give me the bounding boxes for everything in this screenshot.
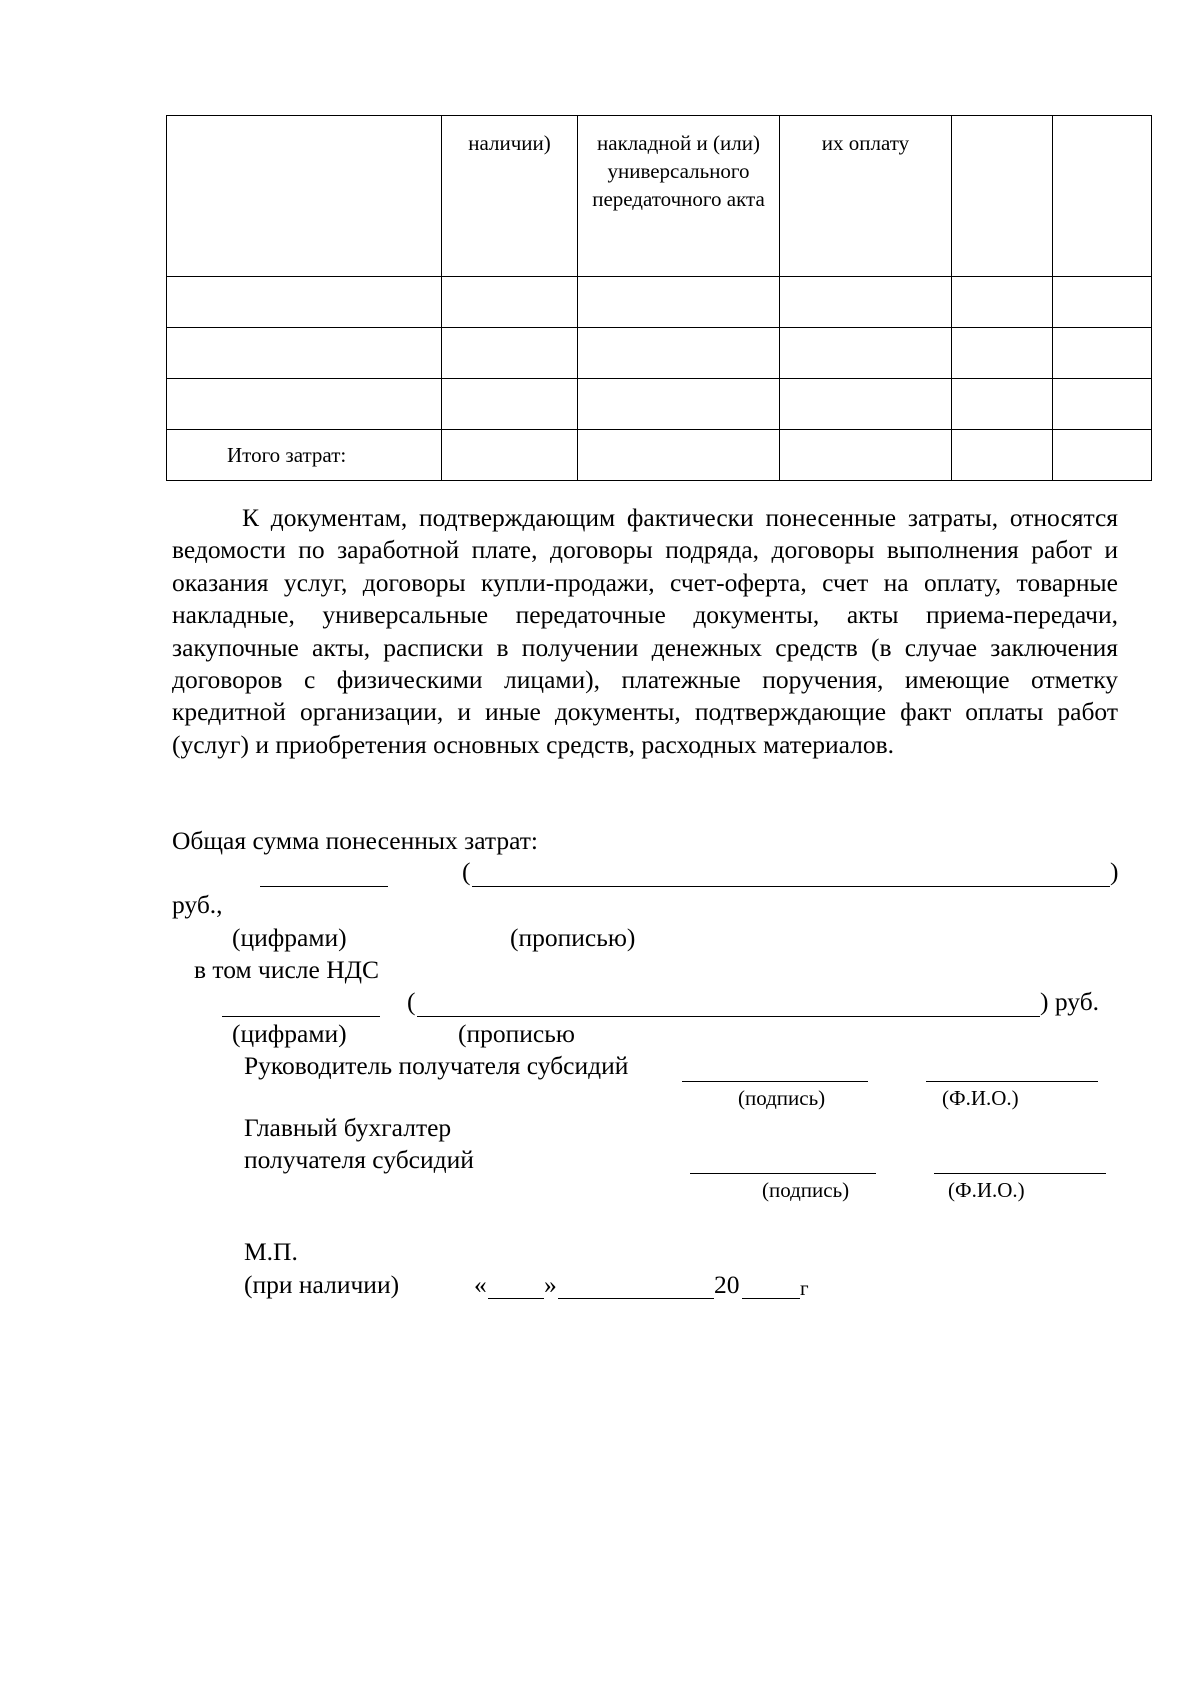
table-cell[interactable]: [952, 430, 1053, 481]
table-cell[interactable]: [780, 379, 952, 430]
date-year-field[interactable]: [742, 1298, 800, 1299]
head-name-caption: (Ф.И.О.): [942, 1086, 1019, 1110]
vat-digits-caption: (цифрами): [232, 1019, 347, 1048]
head-signature-field[interactable]: [682, 1081, 868, 1082]
vat-close-paren: ) руб.: [1040, 987, 1100, 1016]
table-row: [167, 379, 1152, 430]
table-cell[interactable]: [1053, 328, 1152, 379]
vat-open-paren: (: [407, 987, 416, 1016]
cost-table: [166, 115, 1152, 481]
date-quote-open: «: [474, 1270, 487, 1299]
accountant-label-line2: получателя субсидий: [244, 1145, 474, 1174]
vat-words-field[interactable]: [417, 1016, 1040, 1017]
table-cell[interactable]: [780, 430, 952, 481]
table-cell[interactable]: [442, 277, 578, 328]
head-label: Руководитель получателя субсидий: [244, 1051, 629, 1080]
currency-label: руб.,: [172, 890, 223, 919]
accountant-signature-caption: (подпись): [762, 1178, 850, 1202]
digits-caption: (цифрами): [232, 923, 347, 952]
table-cell[interactable]: [578, 430, 780, 481]
vat-label: в том числе НДС: [194, 955, 380, 984]
vat-words-caption: (прописью: [458, 1019, 575, 1048]
table-cell[interactable]: [442, 379, 578, 430]
table-header-cell: накладной и (или) универсального передаточного акта: [578, 116, 780, 277]
table-header-cell: [952, 116, 1053, 277]
table-cell[interactable]: [578, 379, 780, 430]
date-quote-close: »: [544, 1270, 557, 1299]
table-header-cell: наличии): [442, 116, 578, 277]
words-caption: (прописью): [510, 923, 636, 952]
date-day-field[interactable]: [488, 1298, 544, 1299]
total-cost-digits-field[interactable]: [260, 886, 388, 887]
close-paren: ): [1110, 857, 1119, 886]
table-header-row: [167, 116, 1152, 277]
table-cell[interactable]: [1053, 277, 1152, 328]
date-year-suffix: г: [800, 1276, 809, 1300]
table-row: [167, 328, 1152, 379]
stamp-if-available: (при наличии): [244, 1270, 400, 1299]
table-cell[interactable]: [952, 277, 1053, 328]
date-year-prefix: 20: [714, 1270, 740, 1299]
table-cell[interactable]: [1053, 379, 1152, 430]
table-cell[interactable]: [167, 277, 442, 328]
table-cell[interactable]: [578, 277, 780, 328]
accountant-label-line1: Главный бухгалтер: [244, 1113, 452, 1142]
table-cell[interactable]: [442, 328, 578, 379]
table-cell[interactable]: [578, 328, 780, 379]
table-cell[interactable]: [952, 328, 1053, 379]
total-label: Итого затрат:: [167, 430, 442, 481]
date-month-field[interactable]: [558, 1298, 714, 1299]
accountant-signature-field[interactable]: [690, 1173, 876, 1174]
table-header-cell: их оплату: [780, 116, 952, 277]
table-cell[interactable]: [167, 328, 442, 379]
head-signature-caption: (подпись): [738, 1086, 826, 1110]
open-paren: (: [462, 857, 471, 886]
accountant-name-field[interactable]: [934, 1173, 1106, 1174]
accountant-name-caption: (Ф.И.О.): [948, 1178, 1025, 1202]
table-cell[interactable]: [167, 379, 442, 430]
stamp-label: М.П.: [244, 1237, 298, 1266]
total-cost-label: Общая сумма понесенных затрат:: [172, 826, 538, 855]
table-cell[interactable]: [780, 277, 952, 328]
table-header-cell: [1053, 116, 1152, 277]
head-name-field[interactable]: [926, 1081, 1098, 1082]
table-cell[interactable]: [952, 379, 1053, 430]
total-cost-words-field[interactable]: [472, 886, 1110, 887]
table-row: [167, 277, 1152, 328]
table-cell[interactable]: [780, 328, 952, 379]
table-cell[interactable]: [442, 430, 578, 481]
documents-paragraph: К документам, подтверждающим фактически понесенные затраты, относятся ведомости по заработной плате, договоры подряда, договоры выполнения работ и оказания услуг, договоры купли-продажи, счет-оферта, счет на оплату, товарные накладные, универсальные передаточные документы, акты приема-передачи, закупочные акты, расписки в получении денежных средств (в случае заключения договоров с физическими лицами), платежные поручения, имеющие отметку кредитной организации, и иные документы, подтверждающие факт оплаты работ (услуг) и приобретения основных средств, расходных материалов.: [172, 503, 1118, 759]
vat-digits-field[interactable]: [222, 1016, 380, 1017]
table-cell[interactable]: [1053, 430, 1152, 481]
table-header-cell: [167, 116, 442, 277]
table-total-row: [167, 430, 1152, 481]
